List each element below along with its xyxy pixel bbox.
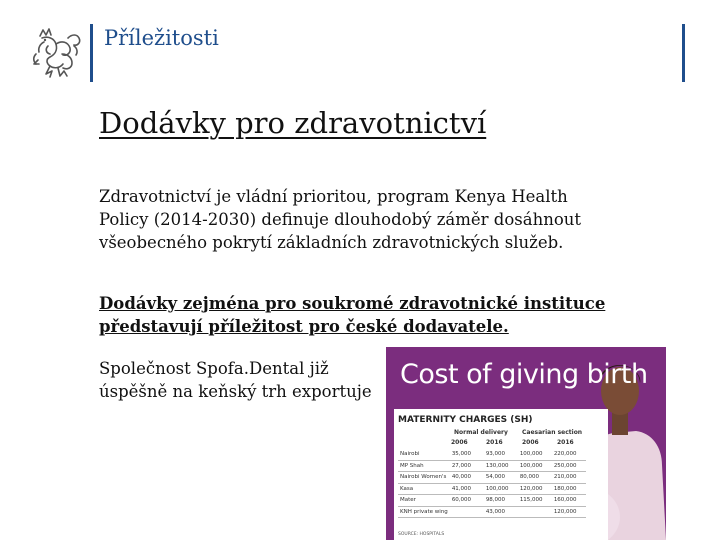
- table-heading: MATERNITY CHARGES (SH): [398, 415, 533, 425]
- charge-cell: 100,000: [518, 449, 552, 460]
- charges-table: [398, 449, 586, 518]
- charge-cell: 160,000: [552, 495, 586, 507]
- hospital-name: KNH private wing: [398, 506, 450, 518]
- charge-cell: 250,000: [552, 460, 586, 472]
- section-title: Příležitosti: [104, 26, 219, 50]
- paragraph-opportunity: Dodávky zejména pro soukromé zdravotnické instituce představují příležitost pro české dodavatele.: [99, 294, 606, 336]
- col-group-caesarian: Caesarian section: [522, 429, 583, 436]
- charge-cell: 41,000: [450, 483, 484, 495]
- header-divider-right: [682, 24, 685, 82]
- year-header: 2006: [522, 439, 539, 446]
- charge-cell: 220,000: [552, 449, 586, 460]
- maternity-charges-table: [394, 409, 608, 540]
- charge-cell: 120,000: [518, 483, 552, 495]
- table-row: [398, 506, 586, 518]
- charge-cell: [518, 506, 552, 518]
- slide-title: Dodávky pro zdravotnictví: [99, 106, 487, 140]
- birth-cost-infographic: [386, 347, 666, 540]
- charge-cell: 130,000: [484, 460, 518, 472]
- charge-cell: 100,000: [518, 460, 552, 472]
- hospital-name: Nairobi: [398, 449, 450, 460]
- hospital-name: MP Shah: [398, 460, 450, 472]
- czech-lion-emblem-icon: [28, 24, 84, 82]
- charge-cell: 40,000: [450, 472, 484, 484]
- paragraph-spofadental: Společnost Spofa.Dental již úspěšně na keňský trh exportuje: [99, 359, 372, 401]
- table-row: [398, 449, 586, 460]
- charge-cell: 98,000: [484, 495, 518, 507]
- year-header: 2016: [486, 439, 503, 446]
- charge-cell: 120,000: [552, 506, 586, 518]
- charge-cell: 210,000: [552, 472, 586, 484]
- header-divider-left: [90, 24, 93, 82]
- charge-cell: 35,000: [450, 449, 484, 460]
- charge-cell: 54,000: [484, 472, 518, 484]
- table-row: [398, 483, 586, 495]
- charge-cell: 115,000: [518, 495, 552, 507]
- table-row: [398, 495, 586, 507]
- hospital-name: Mater: [398, 495, 450, 507]
- table-row: [398, 460, 586, 472]
- infographic-title: Cost of giving birth: [400, 359, 648, 390]
- year-header: 2006: [451, 439, 468, 446]
- table-footnote: SOURCE: HOSPITALS: [398, 532, 445, 537]
- col-group-normal: Normal delivery: [454, 429, 508, 436]
- charge-cell: 93,000: [484, 449, 518, 460]
- charge-cell: [450, 506, 484, 518]
- charge-cell: 80,000: [518, 472, 552, 484]
- paragraph-health-policy: Zdravotnictví je vládní prioritou, program Kenya Health Policy (2014-2030) definuje dlouhodobý záměr dosáhnout všeobecného pokrytí základních zdravotnických služeb.: [99, 187, 582, 252]
- table-row: [398, 472, 586, 484]
- charge-cell: 180,000: [552, 483, 586, 495]
- year-header: 2016: [557, 439, 574, 446]
- charge-cell: 43,000: [484, 506, 518, 518]
- hospital-name: Kasa: [398, 483, 450, 495]
- charge-cell: 100,000: [484, 483, 518, 495]
- charge-cell: 27,000: [450, 460, 484, 472]
- charge-cell: 60,000: [450, 495, 484, 507]
- hospital-name: Nairobi Women's: [398, 472, 450, 484]
